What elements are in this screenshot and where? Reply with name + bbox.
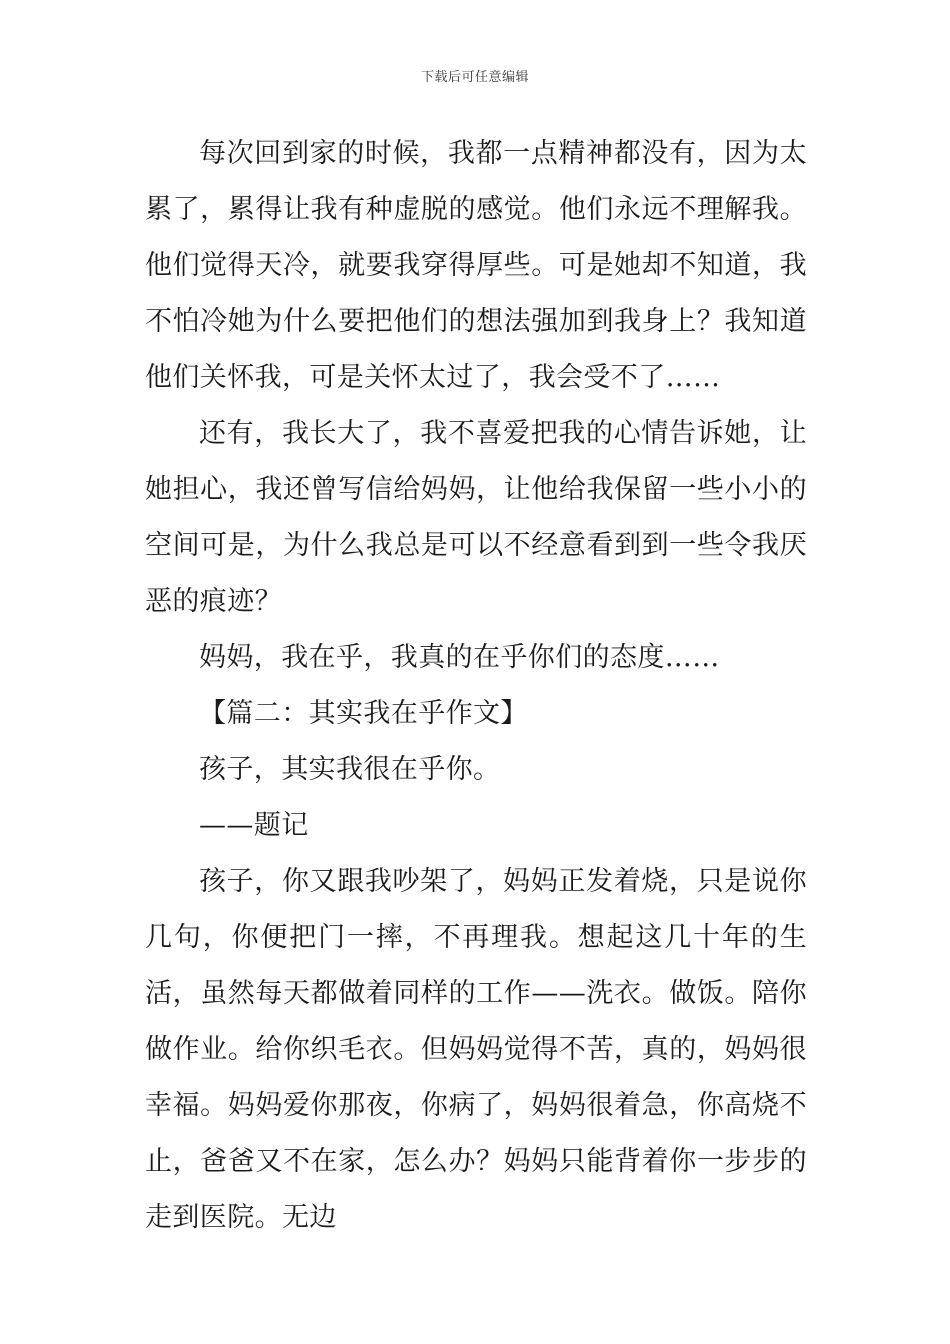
- paragraph-3: 妈妈，我在乎，我真的在乎你们的态度……: [199, 642, 720, 673]
- page-header: 下载后可任意编辑: [420, 70, 529, 85]
- section-heading: 【篇二：其实我在乎作文】: [199, 698, 528, 729]
- epigraph-attribution: ——题记: [199, 810, 309, 841]
- paragraph-1: 每次回到家的时候，我都一点精神都没有，因为太累了，累得让我有种虚脱的感觉。他们永远不理解我。他们觉得天冷，就要我穿得厚些。可是她却不知道，我不怕冷她为什么要把他们的想法强加到我身上？我知道他们关怀我，可是关怀太过了，我会受不了……: [145, 138, 807, 393]
- document-body: [145, 126, 807, 1246]
- paragraph-2: 还有，我长大了，我不喜爱把我的心情告诉她，让她担心，我还曾写信给妈妈，让他给我保留一些小小的空间可是，为什么我总是可以不经意看到到一些令我厌恶的痕迹？: [145, 418, 807, 617]
- paragraph-5: 孩子，你又跟我吵架了，妈妈正发着烧，只是说你几句，你便把门一摔，不再理我。想起这几十年的生活，虽然每天都做着同样的工作——洗衣。做饭。陪你做作业。给你织毛衣。但妈妈觉得不苦，真的，妈妈很幸福。妈妈爱你那夜，你病了，妈妈很着急，你高烧不止，爸爸又不在家，怎么办？妈妈只能背着你一步步的走到医院。无边: [145, 866, 807, 1233]
- paragraph-4: 孩子，其实我很在乎你。: [199, 754, 501, 785]
